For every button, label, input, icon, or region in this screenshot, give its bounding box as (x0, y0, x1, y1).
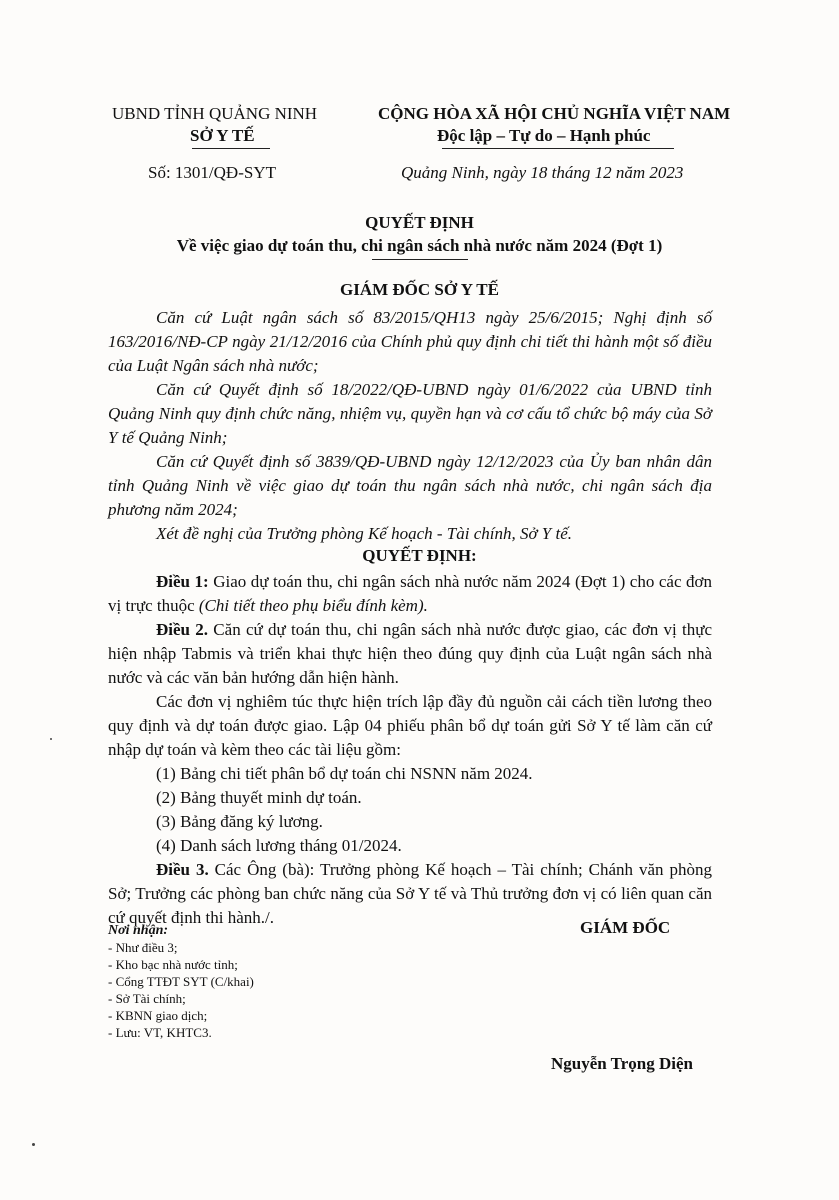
article-2-list-item: (2) Bảng thuyết minh dự toán. (156, 788, 362, 807)
article-3-text: Các Ông (bà): Trưởng phòng Kế hoạch – Tài chính; Chánh văn phòng Sở; Trưởng các phòng ban chức năng của Sở Y tế và Thủ trưởng đơn vị có liên quan căn cứ quyết định thi hành./. (108, 860, 713, 927)
recipient-item: - Kho bạc nhà nước tỉnh; (108, 957, 238, 972)
issuing-agency: UBND TỈNH QUẢNG NINH (112, 104, 318, 123)
subject-underline (372, 259, 468, 260)
preamble-legal-basis-2: Căn cứ Quyết định số 18/2022/QĐ-UBND ngày 01/6/2022 của UBND tỉnh Quảng Ninh quy định chức năng, nhiệm vụ, quyền hạn và cơ cấu tổ chức bộ máy của Sở Y tế Quảng Ninh; (108, 380, 712, 447)
signature-title: GIÁM ĐỐC (580, 918, 671, 937)
article-2-list-item: (3) Bảng đăng ký lương. (156, 812, 323, 831)
recipient-item: - Sở Tài chính; (108, 991, 186, 1006)
preamble-legal-basis-3: Căn cứ Quyết định số 3839/QĐ-UBND ngày 12/12/2023 của Ủy ban nhân dân tỉnh Quảng Ninh về việc giao dự toán thu ngân sách nhà nước, chi ngân sách địa phương năm 2024; (108, 452, 712, 519)
place-date: Quảng Ninh, ngày 18 tháng 12 năm 2023 (401, 163, 684, 182)
article-2-list-item: (1) Bảng chi tiết phân bổ dự toán chi NSNN năm 2024. (156, 764, 533, 783)
recipient-item: - Cổng TTĐT SYT (C/khai) (108, 974, 254, 989)
article-2-list-item: (4) Danh sách lương tháng 01/2024. (156, 836, 402, 855)
article-1-text: Giao dự toán thu, chi ngân sách nhà nước năm 2024 (Đợt 1) cho các đơn vị trực thuộc (108, 572, 712, 615)
issuing-authority: GIÁM ĐỐC SỞ Y TẾ (339, 280, 499, 299)
article-2-text: Căn cứ dự toán thu, chi ngân sách nhà nước được giao, các đơn vị thực hiện nhập Tabmis và triển khai thực hiện theo đúng quy định của Luật ngân sách nhà nước và các văn bản hướng dẫn hiện hành. (108, 620, 713, 687)
scan-speck (50, 738, 52, 740)
recipient-item: - Lưu: VT, KHTC3. (108, 1025, 212, 1040)
article-2 (108, 618, 712, 690)
national-motto: Độc lập – Tự do – Hạnh phúc (437, 126, 651, 145)
motto-underline (442, 148, 674, 149)
article-2-paragraph-2: Các đơn vị nghiêm túc thực hiện trích lập đầy đủ nguồn cải cách tiền lương theo quy định và dự toán được giao. Lập 04 phiếu phân bổ dự toán gửi Sở Y tế làm căn cứ nhập dự toán và kèm theo các tài liệu gồm: (108, 692, 712, 759)
article-3-label: Điều 3. (156, 860, 209, 879)
document-type: QUYẾT ĐỊNH (365, 213, 474, 232)
recipient-item: - Như điều 3; (108, 940, 178, 955)
recipients-title: Nơi nhận: (108, 923, 169, 938)
recipient-item: - KBNN giao dịch; (108, 1008, 208, 1023)
preamble-legal-basis-1: Căn cứ Luật ngân sách số 83/2015/QH13 ngày 25/6/2015; Nghị định số 163/2016/NĐ-CP ngày 21/12/2016 của Chính phủ quy định chi tiết thi hành một số điều của Luật Ngân sách nhà nước; (108, 308, 712, 375)
article-1 (108, 570, 712, 618)
signer-name: Nguyễn Trọng Diện (551, 1054, 694, 1073)
article-1-label: Điều 1: (156, 572, 209, 591)
department-underline (192, 148, 270, 149)
document-number: Số: 1301/QĐ-SYT (148, 163, 276, 182)
country-name: CỘNG HÒA XÃ HỘI CHỦ NGHĨA VIỆT NAM (378, 104, 731, 123)
preamble-proposal: Xét đề nghị của Trưởng phòng Kế hoạch - Tài chính, Sở Y tế. (156, 524, 573, 543)
article-1-note: (Chi tiết theo phụ biểu đính kèm). (198, 596, 428, 615)
department-name: SỞ Y TẾ (190, 126, 255, 145)
article-2-label: Điều 2. (156, 620, 209, 639)
scan-speck (32, 1143, 35, 1146)
decision-heading: QUYẾT ĐỊNH: (362, 546, 477, 565)
recipients-block (108, 922, 254, 1041)
document-subject: Về việc giao dự toán thu, chi ngân sách nhà nước năm 2024 (Đợt 1) (176, 236, 663, 255)
